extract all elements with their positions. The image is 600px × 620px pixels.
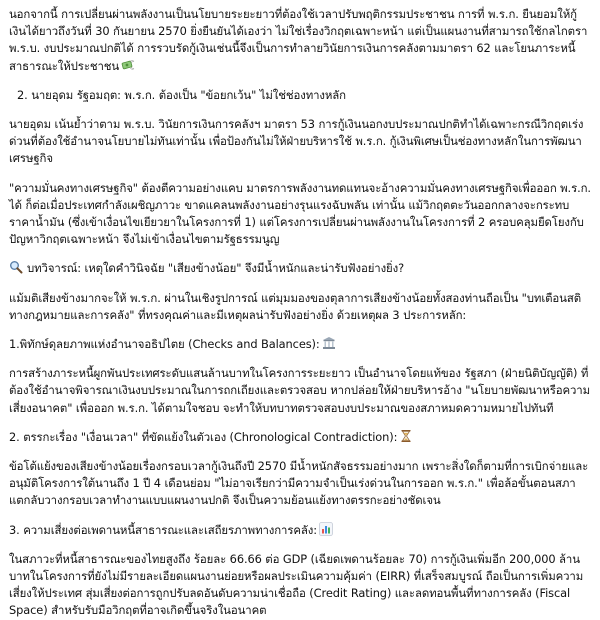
hourglass-icon [399, 429, 413, 443]
fiscal-risk-paragraph: ในสภาวะที่หนี้สาธารณะของไทยสูงถึง ร้อยละ 66.66 ต่อ GDP (เฉียดเพดานร้อยละ 70) การกู้เงินเพิ่มอีก 200,000 ล้านบาทในโครงการที่ยังไม่มีรายละเอียดแผนงานย่อยหรือผลประเมินความคุ้มค่า (EIRR) ที่เสร็จสมบูรณ์ ถือเป็นการเพิ่มความเสี่ยงให้ประเทศ สุ่มเสี่ยงต่อการถูกปรับลดอันดับความน่าเชื่อถือ (Credit Rating) และลดทอนพื้นที่ทางการคลัง (Fiscal Space) สำหรับรับมือวิกฤตที่อาจเกิดขึ้นจริงในอนาคต [9, 551, 584, 618]
point2-paragraph: นายอุดม เน้นย้ำว่าตาม พ.ร.บ. วินัยการเงินการคลังฯ มาตรา 53 การกู้เงินนอกงบประมาณปกติทำได้เฉพาะกรณีวิกฤตเร่งด่วนที่ต้องใช้อำนาจนโยบายไม่ทันเท่านั้น เพื่อป้องกันไม่ให้ฝ่ายบริหารใช้ พ.ร.ก. กู้เงินพิเศษเป็นช่องทางหลักในการพัฒนาเศรษฐกิจ [9, 117, 584, 166]
bar-chart-icon [319, 522, 333, 536]
money-with-wings-icon [121, 58, 135, 72]
checks-heading [9, 336, 591, 353]
intro-paragraph [9, 6, 591, 75]
point2-heading: 2. นายอุดม รัฐอมฤต: พ.ร.ก. ต้องเป็น "ข้อยกเว้น" ไม่ใช่ช่องทางหลัก [17, 87, 346, 102]
checks-heading-text: 1.พิทักษ์ดุลยภาพแห่งอำนาจอธิปไตย (Checks and Balances): [9, 337, 320, 352]
analysis-heading-text: บทวิจารณ์: เหตุใดคำวินิจฉัย "เสียงข้างน้อย" จึงมีน้ำหนักและน่ารับฟังอย่างยิ่ง? [27, 261, 405, 276]
analysis-heading [9, 260, 591, 277]
chronological-heading-text: 2. ตรรกะเรื่อง "เงื่อนเวลา" ที่ขัดแย้งในตัวเอง (Chronological Contradiction): [9, 429, 398, 444]
chronological-heading [9, 429, 591, 446]
checks-paragraph: การสร้างภาระหนี้ผูกพันประเทศระดับแสนล้านบาทในโครงการระยะยาว เป็นอำนาจโดยแท้ของ รัฐสภา (ฝ่ายนิติบัญญัติ) ที่ต้องใช้อำนาจพิจารณาเงินงบประมาณในการถกเถียงและตรวจสอบ หากปล่อยให้ฝ่ายบริหารอ้าง "นโยบายพัฒนาหรือความเสี่ยงอนาคต" เพื่อออก พ.ร.ก. ได้ตามใจชอบ จะทำให้บทบาทตรวจสอบงบประมาณของสภาหมดความหมายไปทันที [9, 366, 590, 415]
magnifying-glass-icon [9, 260, 23, 274]
economic-security-paragraph: "ความมั่นคงทางเศรษฐกิจ" ต้องตีความอย่างแคบ มาตรการพลังงานทดแทนจะอ้างความมั่นคงทางเศรษฐกิจเพื่อออก พ.ร.ก. ได้ ก็ต่อเมื่อประเทศกำลังเผชิญภาวะ ขาดแคลนพลังงานอย่างรุนแรงฉับพลัน เท่านั้น แม้วิกฤตตะวันออกกลางจะกระทบราคาน้ำมัน (ซึ่งเข้าเงื่อนไขเยียวยาในโครงการที่ 1) แต่โครงการเปลี่ยนผ่านพลังงานในโครงการที่ 2 ครอบคลุมยืดโยงกับปัญหาวิกฤตเฉพาะหน้า จึงไม่เข้าเงื่อนไขตามรัฐธรรมนูญ [9, 180, 591, 247]
classical-building-icon [322, 336, 336, 350]
intro-text: นอกจากนี้ การเปลี่ยนผ่านพลังงานเป็นนโยบายระยะยาวที่ต้องใช้เวลาปรับพฤติกรรมประชาชน การที่ พ.ร.ก. ยืนยอมให้กู้เงินได้ยาวถึงวันที่ 30 กันยายน 2570 ยิ่งยืนยันได้เองว่า ไม่ใช่เรื่องวิกฤตเฉพาะหน้า แต่เป็นแผนงานที่สามารถใช้กลไกตรา พ.ร.บ. งบประมาณปกติได้ การรวบรัดกู้เงินเช่นนี้จึงเป็นการทำลายวินัยการเงินการคลังตามมาตรา 62 และโยนภาระหนี้สาธารณะให้ประชาชน [9, 7, 588, 73]
analysis-paragraph: แม้มติเสียงข้างมากจะให้ พ.ร.ก. ผ่านในเชิงรูปการณ์ แต่มุมมองของตุลาการเสียงข้างน้อยทั้งสองท่านถือเป็น "บทเตือนสติทางกฎหมายและการคลัง" ที่ทรงคุณค่าและมีเหตุผลน่ารับฟังอย่างยิ่ง ด้วยเหตุผล 3 ประการหลัก: [9, 290, 582, 322]
fiscal-risk-heading-text: 3. ความเสี่ยงต่อเพดานหนี้สาธารณะและเสถียรภาพทางการคลัง: [9, 522, 317, 537]
fiscal-risk-heading [9, 522, 591, 539]
chronological-paragraph: ข้อโต้แย้งของเสียงข้างน้อยเรื่องกรอบเวลากู้เงินถึงปี 2570 มีน้ำหนักสัจธรรมอย่างมาก เพราะสิ่งใดก็ตามที่การเบิกจ่ายและอนุมัติโครงการใต้นานถึง 1 ปี 4 เดือนย่อม "ไม่อาจเรียกว่ามีความจำเป็นเร่งด่วนในการออก พ.ร.ก." เพื่อล้อขั้นตอนสภา แตกลับวางกรอบเวลาทำงานแบบแผนงานปกติ จึงเป็นความย้อนแย้งทางตรรกะอย่างชัดเจน [9, 459, 589, 508]
